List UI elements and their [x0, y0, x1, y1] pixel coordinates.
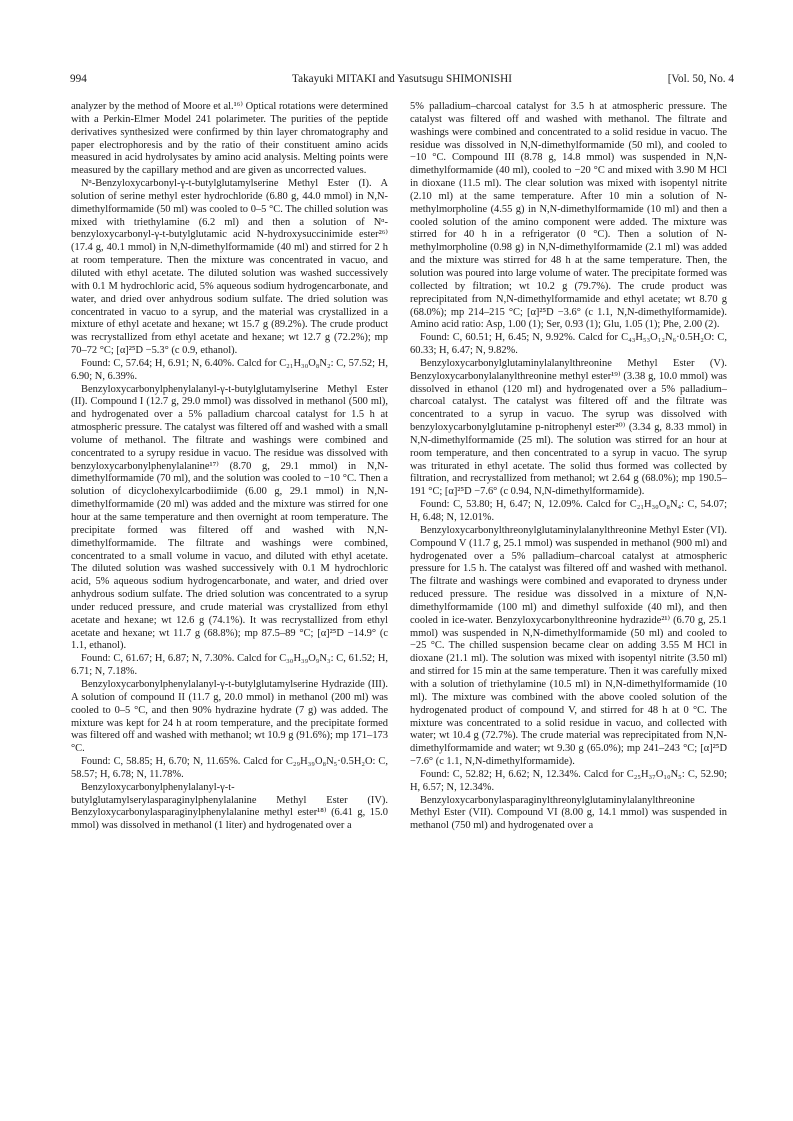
paragraph: analyzer by the method of Moore et al.¹⁶⁾ Optical rotations were determined with a Perkin-Elmer Model 241 polarimeter. The purities of the peptide derivatives synthesized were confirmed by thin layer chromatography and paper electrophoresis and by the ratio of their constituent amino acids measured in acid hydrolysates by amino acid analysis. Melting points were measured by the capillary method and are given as uncorrected values. [71, 101, 388, 177]
paragraph: Benzyloxycarbonylphenylalanyl-γ-t-butylglutamylserylasparaginylphenylalanine Methyl Ester (IV). Benzyloxycarbonylasparaginylphenylalanine methyl ester¹⁸⁾ (6.41 g, 15.0 mmol) was dissolved in methanol (1 liter) and hydrogenated over a [71, 781, 388, 832]
paragraph: Benzyloxycarbonylasparaginylthreonylglutaminylalanylthreonine Methyl Ester (VII). Compound VI (8.00 g, 14.1 mmol) was suspended in methanol (750 ml) and hydrogenated over a [410, 794, 727, 832]
paragraph: Found: C, 60.51; H, 6.45; N, 9.92%. Calcd for C₄₃H₅₃O₁₂N₆·0.5H₂O: C, 60.33; H, 6.47; N, 9.82%. [410, 332, 727, 357]
right-column [410, 101, 727, 1101]
paragraph: Found: C, 61.67; H, 6.87; N, 7.30%. Calcd for C₃₀H₃₉O₉N₃: C, 61.52; H, 6.71; N, 7.18%. [71, 653, 388, 678]
running-header-volume: [Vol. 50, No. 4 [667, 73, 734, 85]
paragraph: Nᵅ-Benzyloxycarbonyl-γ-t-butylglutamylserine Methyl Ester (I). A solution of serine methyl ester hydrochloride (6.80 g, 44.0 mmol) in N,N-dimethylformamide (50 ml) was cooled to 0–5 °C. The chilled solution was mixed with triethylamine (6.2 ml) and then a solution of Nᵅ-benzyloxycarbonyl-γ-t-butylglutamic acid N-hydroxysuccinimide ester²⁶⁾ (17.4 g, 40.1 mmol) in N,N-dimethylformamide (40 ml) and stirred for 2 h at room temperature. Then the mixture was concentrated in vacuo, and diluted with ethyl acetate. The diluted solution was washed successively with 0.1 M hydrochloric acid, 5% aqueous sodium hydrogencarbonate, and water, and dried over anhydrous sodium sulfate. The dried solution was concentrated in vacuo to a syrup, and the material was crystallized in a mixture of ethyl acetate and hexane; wt 15.7 g (89.2%). The crude product was recrystallized from ethyl acetate and hexane; wt 12.7 g (72.2%); mp 70–72 °C; [α]²⁵D −5.3° (c 0.9, ethanol). [71, 178, 388, 357]
paragraph: Benzyloxycarbonylphenylalanyl-γ-t-butylglutamylserine Hydrazide (III). A solution of compound II (11.7 g, 20.0 mmol) in methanol (200 ml) was cooled to 0–5 °C, and then 90% hydrazine hydrate (7 g) was added. The mixture was kept for 24 h at room temperature, and the precipitate formed was filtered off and washed with methanol; wt 10.9 g (91.6%); mp 171–173 °C. [71, 678, 388, 755]
page-number: 994 [70, 73, 87, 85]
running-header [70, 71, 734, 87]
left-column [71, 101, 388, 1101]
running-header-authors: Takayuki MITAKI and Yasutsugu SHIMONISHI [292, 73, 512, 85]
paragraph: Found: C, 53.80; H, 6.47; N, 12.09%. Calcd for C₂₁H₃₀O₈N₄: C, 54.07; H, 6.48; N, 12.01%. [410, 499, 727, 523]
paragraph: Benzyloxycarbonylphenylalanyl-γ-t-butylglutamylserine Methyl Ester (II). Compound I (12.7 g, 29.0 mmol) was dissolved in methanol (500 ml), and hydrogenated over a 5% palladium charcoal catalyst for 1.5 h at atmospheric pressure. The catalyst was filtered off and washed with a small volume of methanol. The filtrate and washings were combined and concentrated to a syrupy residue in vacuo. The residue was dissolved with benzyloxycarbonylphenylalanine¹⁷⁾ (8.70 g, 29.1 mmol) in N,N-dimethylformamide (70 ml), and the solution was cooled to −10 °C. Then a solution of dicyclohexylcarbodiimide (6.00 g, 29.1 mmol) in N,N-dimethylformamide (20 ml) was added and the mixture was stirred for one hour at the same temperature and then overnight at room temperature. The precipitate formed was filtered off and washed with N,N-dimethylformamide. The filtrate and washings were combined, concentrated to a small volume in vacuo, and diluted with ethyl acetate. The diluted solution was washed successively with 0.1 M hydrochloric acid, 5% aqueous sodium hydrogencarbonate, and water, and dried over anhydrous sodium sulfate. The dried solution was concentrated to a syrup under reduced pressure, and crude material was crystallized from ethyl acetate and hexane; wt 12.6 g (74.1%). It was recrystallized from ethyl acetate and hexane; wt 11.7 g (68.8%); mp 87.5–89 °C; [α]²⁵D −14.9° (c 1.1, ethanol). [71, 383, 388, 652]
paragraph: Benzyloxycarbonylglutaminylalanylthreonine Methyl Ester (V). Benzyloxycarbonylalanylthreonine methyl ester¹⁹⁾ (3.38 g, 10.0 mmol) was dissolved in ethanol (120 ml) and hydrogenated over a 5% palladium–charcoal catalyst. The catalyst was filtered off and the filtrate was concentrated to a syrup in vacuo. The syrup was dissolved with benzyloxycarbonylglutamine p-nitrophenyl ester²⁰⁾ (3.34 g, 8.33 mmol) in N,N-dimethylformamide (25 ml). The solution was stirred for an hour at room temperature, and then concentrated to a syrup in vacuo. The syrup was triturated in ethyl acetate. The solid thus formed was collected by filtration, and recrystallized from methanol; wt 2.64 g (68.0%); mp 190.5–191 °C; [α]²⁵D −7.6° (c 0.94, N,N-dimethylformamide). [410, 357, 727, 498]
paragraph: 5% palladium–charcoal catalyst for 3.5 h at atmospheric pressure. The catalyst was filtered off and washed with methanol. The filtrate and washings were combined and concentrated to a solid residue in vacuo. The residue was dissolved in N,N-dimethylformamide (50 ml), and cooled to −10 °C. Compound III (8.78 g, 14.8 mmol) was suspended in N,N-dimethylformamide (40 ml), cooled to −20 °C and mixed with 3.90 M HCl in dioxane (11.5 ml). The clear solution was mixed with isopentyl nitrite (2.10 ml) at the same temperature. After 10 min a solution of N-methylmorpholine (4.55 g) in N,N-dimethylformamide (10 ml) and then a cooled solution of the amino component were added. The mixture was stirred for 40 h in a refrigerator (0 °C). Then a solution of N-methylmorpholine (0.98 g) in N,N-dimethylformamide (2.1 ml) was added and the mixture was stirred for 48 h at the same temperature. Then, the solution was poured into large volume of water. The precipitate formed was collected by filtration; wt 10.2 g (79.7%). The crude product was reprecipitated from N,N-dimethylformamide and ethyl acetate; wt 8.70 g (68.0%); mp 214–215 °C; [α]²⁵D −3.6° (c 1.1, N,N-dimethylformamide). Amino acid ratio: Asp, 1.00 (1); Ser, 0.93 (1); Glu, 1.05 (1); Phe, 2.00 (2). [410, 101, 727, 331]
paragraph: Found: C, 58.85; H, 6.70; N, 11.65%. Calcd for C₂₉H₃₉O₈N₅·0.5H₂O: C, 58.57; H, 6.78; N, 11.78%. [71, 756, 388, 780]
paragraph: Found: C, 52.82; H, 6.62; N, 12.34%. Calcd for C₂₅H₃₇O₁₀N₅: C, 52.90; H, 6.57; N, 12.34%. [410, 768, 727, 793]
paragraph: Benzyloxycarbonylthreonylglutaminylalanylthreonine Methyl Ester (VI). Compound V (11.7 g, 25.1 mmol) was suspended in methanol (900 ml) and hydrogenated over a 5% palladium–charcoal catalyst at atmospheric pressure for 1.5 h. The catalyst was filtered off and washed with methanol. The filtrate and washings were combined and evaporated to dryness under reduced pressure. The residue was dissolved in a mixture of N,N-dimethylformamide (100 ml) and dimethyl sulfoxide (40 ml), and then cooled in ice-water. Benzyloxycarbonylthreonine hydrazide²¹⁾ (6.70 g, 25.1 mmol) was suspended in N,N-dimethylformamide (50 ml) and cooled to −25 °C. The chilled suspension became clear on adding 3.55 M HCl in dioxane (21.1 ml). The solution was mixed with isopentyl nitrite (3.50 ml) and stirred for 15 min at the same temperature. Then it was carefully mixed with a solution of triethylamine (10.5 ml) in N,N-dimethylformamide (10 ml). The mixture was combined with the above cooled solution of the hydrogenated product of compound V, and stirred for 48 h at 0 °C. The mixture was concentrated to a solid residue in vacuo, and collected with water; wt 10.4 g (72.7%). The crude material was reprecipitated from N,N-dimethylformamide and water; wt 9.30 g (65.0%); mp 241–243 °C; [α]²⁵D −7.6° (c 1.1, N,N-dimethylformamide). [410, 524, 727, 768]
paragraph: Found: C, 57.64; H, 6.91; N, 6.40%. Calcd for C₂₁H₃₀O₈N₂: C, 57.52; H, 6.90; N, 6.39%. [71, 357, 388, 382]
